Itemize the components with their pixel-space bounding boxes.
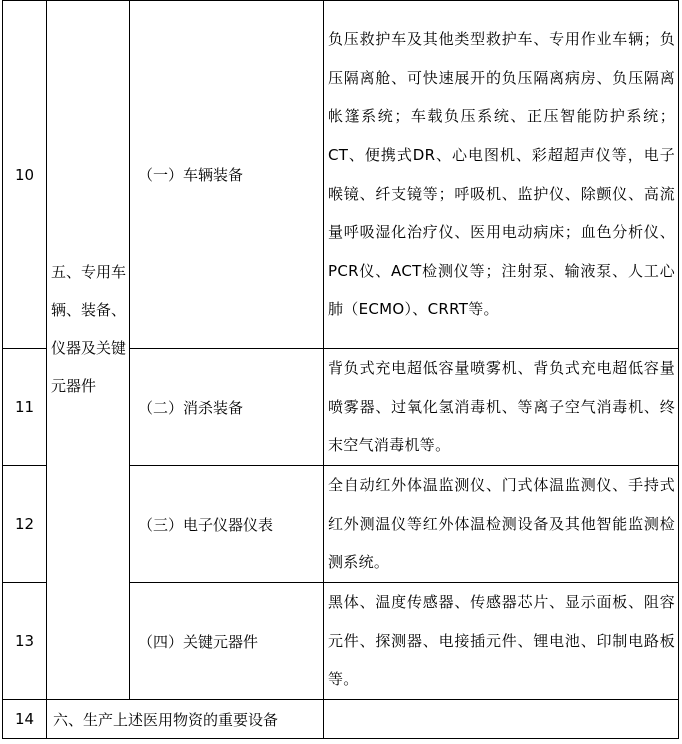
merged-category-label: 六、生产上述医用物资的重要设备 [53,710,279,729]
description-cell [324,700,679,739]
subcategory-label: （二）消杀装备 [138,398,244,417]
subcategory-label: （一）车辆装备 [138,166,244,184]
description-text: 负压救护车及其他类型救护车、专用作业车辆；负压隔离舱、可快速展开的负压隔离病房、负压隔离帐篷系统；车载负压系统、正压智能防护系统；CT、便携式DR、心电图机、彩超超声仪等，电子喉镜、纤支镜等；呼吸机、监护仪、除颤仪、高流量呼吸湿化治疗仪、医用电动病床；血色分析仪、PCR仪、ACT检测仪等；注射泵、输液泵、人工心肺（ECMO）、CRRT等。 [328,30,675,319]
category-cell [47,1,130,700]
merged-category-cell [47,700,324,739]
subcategory-label: （四）关键元器件 [138,632,259,651]
row-number: 14 [3,700,47,739]
description-cell [324,466,679,583]
description-text: 全自动红外体温监测仪、门式体温监测仪、手持式红外测温仪等红外体温检测设备及其他智能监测检测系统。 [328,476,675,572]
description-text: 黑体、温度传感器、传感器芯片、显示面板、阻容元件、探测器、电接插元件、锂电池、印制电路板等。 [328,593,675,689]
subcategory-cell [130,466,324,583]
description-cell [324,1,679,349]
description-text: 背负式充电超低容量喷雾机、背负式充电超低容量喷雾器、过氧化氢消毒机、等离子空气消毒机、终末空气消毒机等。 [328,359,675,455]
description-cell [324,349,679,466]
subcategory-cell [130,1,324,349]
row-number: 12 [3,466,47,583]
description-cell [324,583,679,700]
subcategory-cell [130,583,324,700]
table-row [3,700,679,739]
subcategory-cell [130,349,324,466]
table-row [3,1,679,349]
row-number: 11 [3,349,47,466]
row-number: 10 [3,1,47,349]
row-number: 13 [3,583,47,700]
equipment-table [2,0,679,739]
category-label: 五、专用车辆、装备、仪器及关键元器件 [51,263,127,395]
subcategory-label: （三）电子仪器仪表 [138,515,274,534]
